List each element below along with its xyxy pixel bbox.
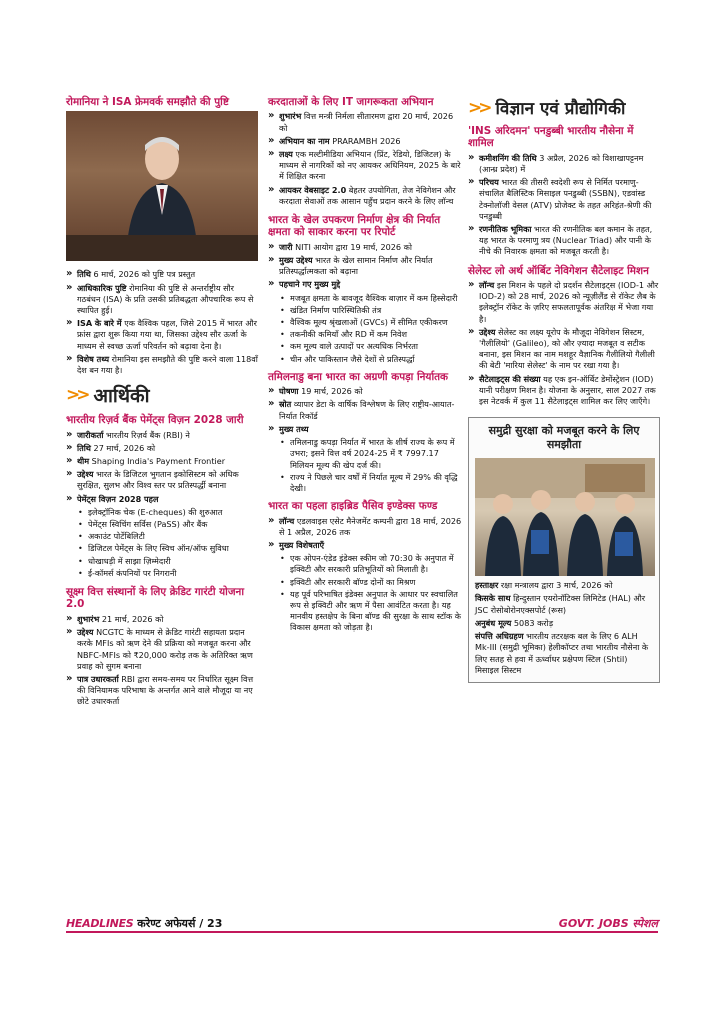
sports-bullet: » मुख्य उद्देश्य भारत के खेल सामान निर्माण और निर्यात प्रतिस्पर्द्धात्मकता को बढ़ाना <box>268 255 462 277</box>
chevron-icon: >> <box>66 385 87 406</box>
rbi-sub-item: • इलेक्ट्रॉनिक चेक (E-cheques) की शुरुआत <box>66 507 258 518</box>
tn-bullet: » मुख्य तथ्य <box>268 424 462 435</box>
romania-bullet-about: » ISA के बारे में एक वैश्विक पहल, जिसे 2015 में भारत और फ्रांस द्वारा शुरू किया गया था, जिसका उद्देश्य सौर ऊर्जा के माध्यम से स्वच्छ ऊर्जा परिवर्तन को बढ़ावा देना है। <box>66 318 258 352</box>
box-line: किसके साथ हिन्दुस्तान एयरोनॉटिक्स लिमिटेड (HAL) और JSC रोसोबोरोनएक्सपोर्ट (रूस) <box>475 593 646 615</box>
tn-sub-item: • राज्य ने पिछले चार वर्षों में निर्यात मूल्य में 29% की वृद्धि देखी। <box>268 472 462 494</box>
rbi-bullet: » उद्देश्य भारत के डिजिटल भुगतान इकोसिस्टम को अधिक सुरक्षित, सुलभ और विश्व स्तर पर प्रतिस्पर्द्धी बनाना <box>66 469 258 491</box>
sports-sub-item: • तकनीकी कमियाँ और RD में कम निवेश <box>268 329 462 340</box>
credit-bullet: » पात्र उधारकर्ता RBI द्वारा समय-समय पर निर्धारित सूक्ष्म वित्त की विनियामक परिभाषा के अन्तर्गत आने वाले मौजूदा या नए छोटे उधारकर्ता <box>66 674 258 708</box>
sports-heading: भारत के खेल उपकरण निर्माण क्षेत्र की निर्यात क्षमता को साकार करना पर रिपोर्ट <box>268 214 441 239</box>
hybrid-sub-item: • इक्विटी और सरकारी बॉण्ड दोनों का मिश्रण <box>268 577 462 588</box>
maritime-box <box>468 417 660 683</box>
signing-photo <box>475 458 655 576</box>
signing-figures <box>475 458 655 576</box>
box-line: संपत्ति अधिग्रहण भारतीय तटरक्षक बल के लिए 6 ALH Mk-III (समुद्री भूमिका) हेलीकॉप्टर तथा भारतीय नौसेना के लिए सतह से हवा में ऊर्ध्वाधर प्रक्षेपण स्टिल (Shtil) मिसाइल सिस्टम <box>475 631 649 675</box>
tax-bullet: » लक्ष्य एक मल्टीमीडिया अभियान (प्रिंट, रेडियो, डिजिटल) के माध्यम से नागरिकों को नए आयकर अधिनियम, 2025 के बारे में शिक्षित करना <box>268 149 462 183</box>
romania-bullet-fact: » विशेष तथ्य रोमानिया इस समझौते की पुष्टि करने वाला 118वाँ देश बन गया है। <box>66 354 258 376</box>
column-1 <box>66 96 258 710</box>
section-science-title: विज्ञान एवं प्रौद्योगिकी <box>495 99 626 119</box>
celeste-bullet: » उद्देश्य सेलेस्ट का लक्ष्य यूरोप के मौजूदा नेविगेशन सिस्टम, 'गैलीलियो' (Galileo), को और ज़्यादा मजबूत व सटीक बनाना, इस मिशन का नाम मशहूर वैज्ञानिक गैलीलियो गैलीली की बेटी 'मारिया सेलेस्ट' के नाम पर रखा गया है। <box>468 327 660 372</box>
rbi-sub-item: • धोखाधड़ी में साझा ज़िम्मेदारी <box>66 556 258 567</box>
section-economy <box>66 382 258 408</box>
chevron-icon: >> <box>468 97 489 118</box>
hybrid-bullet: » लॉन्च एडलवाइस एसेट मैनेजमेंट कम्पनी द्वारा 18 मार्च, 2026 से 1 अप्रैल, 2026 तक <box>268 516 462 538</box>
romania-bullets <box>66 269 258 376</box>
section-science <box>468 96 660 119</box>
column-3 <box>468 96 660 683</box>
footer-right: GOVT. JOBS स्पेशल <box>558 917 658 930</box>
romania-photo <box>66 111 258 261</box>
tn-sub-item: • तमिलनाडु कपड़ा निर्यात में भारत के शीर्ष राज्य के रूप में उभरा; इसने वित्त वर्ष 2024-25 में ₹ 7997.17 मिलियन मूल्य की खेप दर्ज की। <box>268 437 462 471</box>
credit-bullet: » शुभारंभ 21 मार्च, 2026 को <box>66 614 258 625</box>
rbi-heading: भारतीय रिज़र्व बैंक पेमेंट्स विज़न 2028 जारी <box>66 414 244 427</box>
tn-bullet: » स्रोत व्यापार डेटा के वार्षिक विश्लेषण के लिए राष्ट्रीय-आयात-निर्यात रिकॉर्ड <box>268 399 462 421</box>
romania-heading: रोमानिया ने ISA फ्रेमवर्क समझौते की पुष्टि <box>66 96 229 108</box>
sports-sub-item: • वैश्विक मूल्य श्रृंखलाओं (GVCs) में सीमित एकीकरण <box>268 317 462 328</box>
footer-rule <box>66 931 658 933</box>
tax-heading: करदाताओं के लिए IT जागरूकता अभियान <box>268 96 434 108</box>
romania-bullet-official: » आधिकारिक पुष्टि रोमानिया की पुष्टि से अन्तर्राष्ट्रीय सौर गठबंधन (ISA) के प्रति उसकी प्रतिबद्धता औपचारिक रूप से स्थापित हुई। <box>66 283 258 317</box>
romania-bullet-date: » तिथि 6 मार्च, 2026 को पुष्टि पत्र प्रस्तुत <box>66 269 258 280</box>
credit-bullet: » उद्देश्य NCGTC के माध्यम से क्रेडिट गारंटी सहायता प्रदान करके MFIs को ऋण देने की प्रक्रिया को मजबूत करना और NBFC-MFIs को ₹20,000 करोड़ तक के अतिरिक्त ऋण प्रवाह को सुगम बनाना <box>66 627 258 672</box>
section-economy-title: आर्थिकी <box>93 385 150 408</box>
hybrid-sub-item: • यह पूर्व परिभाषित इंडेक्स अनुपात के आधार पर स्वचालित रूप से इक्विटी और ऋण में पैसा आवंटित करता है। यह मानवीय हस्तक्षेप के बिना बॉण्ड की सुरक्षा के साथ स्टॉक के विकास क्षमता को जोड़ता है। <box>268 589 462 634</box>
footer-brand: HEADLINES <box>66 917 134 930</box>
tax-bullet: » शुभारंभ वित्त मन्त्री निर्मला सीतारमण द्वारा 20 मार्च, 2026 को <box>268 111 462 133</box>
rbi-bullet: » तिथि 27 मार्च, 2026 को <box>66 443 258 454</box>
sports-sub-item: • मजबूत क्षमता के बावजूद वैश्विक बाज़ार में कम हिस्सेदारी <box>268 293 462 304</box>
footer-page: करेण्ट अफेयर्स / 23 <box>133 917 223 930</box>
hybrid-heading: भारत का पहला हाइब्रिड पैसिव इण्डेक्स फण्ड <box>268 500 438 513</box>
ins-bullet: » कमीशनिंग की तिथि 3 अप्रैल, 2026 को विशाखापट्टनम (आन्ध्र प्रदेश) में <box>468 153 660 175</box>
rbi-sub-item: • डिजिटल पेमेंट्स के लिए स्विच ऑन/ऑफ सुविधा <box>66 543 258 554</box>
tax-bullet: » अभियान का नाम PRARAMBH 2026 <box>268 136 462 147</box>
sports-bullet: » पहचाने गए मुख्य मुद्दे <box>268 279 462 290</box>
tax-bullet: » आयकर वेबसाइट 2.0 बेहतर उपयोगिता, तेज नेविगेशन और करदाता सेवाओं तक आसान पहुँच प्रदान करने के लिए लॉन्च <box>268 185 462 207</box>
box-line: हस्ताक्षर रक्षा मन्त्रालय द्वारा 3 मार्च, 2026 को <box>475 580 613 591</box>
column-2 <box>268 96 462 635</box>
sports-bullet: » जारी NITI आयोग द्वारा 19 मार्च, 2026 को <box>268 242 462 253</box>
celeste-bullet: » सैटेलाइट्स की संख्या यह एक इन-ऑर्बिट डेमोंस्ट्रेशन (IOD) यानी परीक्षण मिशन है। योजना के अनुसार, साल 2027 तक इस नेटवर्क में कुल 11 सैटेलाइट्स शामिल कर लिए जाएँगे। <box>468 374 660 408</box>
rbi-bullet: » थीम Shaping India's Payment Frontier <box>66 456 258 467</box>
credit-heading: सूक्ष्म वित्त संस्थानों के लिए क्रेडिट गारंटी योजना 2.0 <box>66 586 245 611</box>
sports-sub-item: • कम मूल्य वाले उत्पादों पर अत्यधिक निर्भरता <box>268 341 462 352</box>
tn-heading: तमिलनाडु बना भारत का अग्रणी कपड़ा निर्यातक <box>268 370 449 383</box>
footer-left <box>66 916 222 931</box>
tn-bullet: » घोषणा 19 मार्च, 2026 को <box>268 386 462 397</box>
rbi-sub-item: • ई-कॉमर्स कंपनियों पर निगरानी <box>66 568 258 579</box>
celeste-heading: सेलेस्ट लो अर्थ ऑर्बिट नेविगेशन सैटेलाइट मिशन <box>468 264 649 277</box>
ins-bullet: » परिचय भारत की तीसरी स्वदेशी रूप से निर्मित परमाणु-संचालित बैलिस्टिक मिसाइल पनडुब्बी (SSBN), एडवांस्ड टेक्नोलॉजी वेसल (ATV) प्रोजेक्ट के तहत अरिहंत-श्रेणी की पनडुब्बी <box>468 177 660 222</box>
ins-bullet: » रणनीतिक भूमिका भारत की रणनीतिक बल कमान के तहत, यह भारत के परमाणु त्रय (Nuclear Triad) और पानी के नीचे की निवारक क्षमता को मजबूत करती है। <box>468 224 660 258</box>
rbi-bullet: » जारीकर्ता भारतीय रिज़र्व बैंक (RBI) ने <box>66 430 258 441</box>
rbi-bullet: » पेमेंट्स विज़न 2028 पहल <box>66 494 258 505</box>
hybrid-sub-item: • एक ओपन-एंडेड इंडेक्स स्कीम जो 70:30 के अनुपात में इक्विटी और सरकारी प्रतिभूतियों को मिलाती है। <box>268 553 462 575</box>
box-line: अनुबंध मूल्य 5083 करोड़ <box>475 617 554 628</box>
rbi-sub-item: • पेमेंट्स स्विचिंग सर्विस (PaSS) और बैंक <box>66 519 258 530</box>
podium <box>66 235 258 261</box>
sports-sub-item: • चीन और पाकिस्तान जैसे देशों से प्रतिस्पर्द्धा <box>268 354 462 365</box>
hybrid-bullet: » मुख्य विशेषताएँ <box>268 540 462 551</box>
rbi-sub-item: • अकाउंट पोर्टेबिलिटी <box>66 531 258 542</box>
sports-sub-item: • खंडित निर्माण पारिस्थितिकी तंत्र <box>268 305 462 316</box>
celeste-bullet: » लॉन्च इस मिशन के पहले दो प्रदर्शन सैटेलाइट्स (IOD-1 और IOD-2) को 28 मार्च, 2026 को न्यूज़ीलैंड से रॉकेट लैब के इलेक्ट्रॉन रॉकेट के ज़रिए सफलतापूर्वक अंतरिक्ष में भेजा गया है। <box>468 280 660 325</box>
maritime-box-title: समुद्री सुरक्षा को मजबूत करने के लिए समझौता <box>488 424 640 452</box>
ins-heading: 'INS अरिदमन' पनडुब्बी भारतीय नौसेना में शामिल <box>468 125 634 150</box>
